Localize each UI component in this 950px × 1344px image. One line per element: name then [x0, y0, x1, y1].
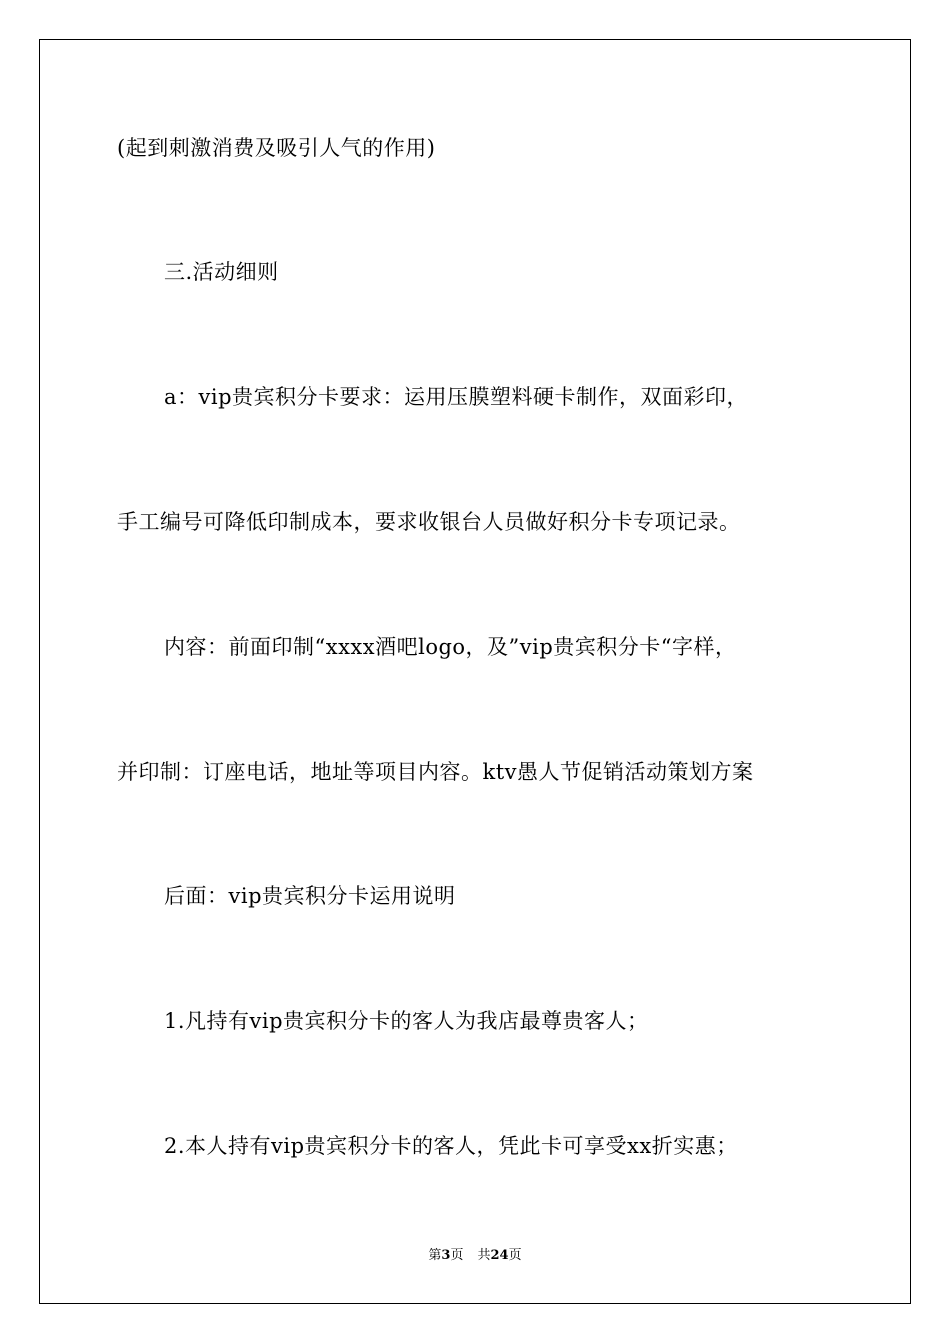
list-item-rule-1: 1.凡持有vip贵宾积分卡的客人为我店最尊贵客人； — [164, 1009, 649, 1033]
paragraph-card-back-heading: 后面：vip贵宾积分卡运用说明 — [164, 884, 456, 908]
paragraph-card-requirements: a：vip贵宾积分卡要求：运用压膜塑料硬卡制作，双面彩印， — [164, 385, 749, 409]
footer-total-suffix: 页 — [508, 1248, 522, 1263]
footer-page-number: 3 — [441, 1248, 451, 1263]
paragraph-card-front-content: 内容：前面印制“xxxx酒吧logo，及”vip贵宾积分卡“字样， — [164, 635, 737, 659]
footer-page-prefix: 第 — [428, 1248, 442, 1263]
page-footer — [0, 1247, 950, 1265]
paragraph-card-front-content-continued: 并印制：订座电话，地址等项目内容。ktv愚人节促销活动策划方案 — [117, 760, 754, 784]
section-heading-activity-rules: 三.活动细则 — [164, 260, 279, 284]
page-border — [39, 39, 911, 1304]
paragraph-purpose-note: (起到刺激消费及吸引人气的作用) — [117, 136, 436, 160]
footer-total-prefix: 共 — [477, 1248, 491, 1263]
footer-page-suffix: 页 — [450, 1248, 464, 1263]
list-item-rule-2: 2.本人持有vip贵宾积分卡的客人，凭此卡可享受xx折实惠； — [164, 1134, 738, 1158]
footer-total-pages: 24 — [490, 1248, 509, 1263]
paragraph-card-requirements-continued: 手工编号可降低印制成本，要求收银台人员做好积分卡专项记录。 — [117, 510, 741, 534]
